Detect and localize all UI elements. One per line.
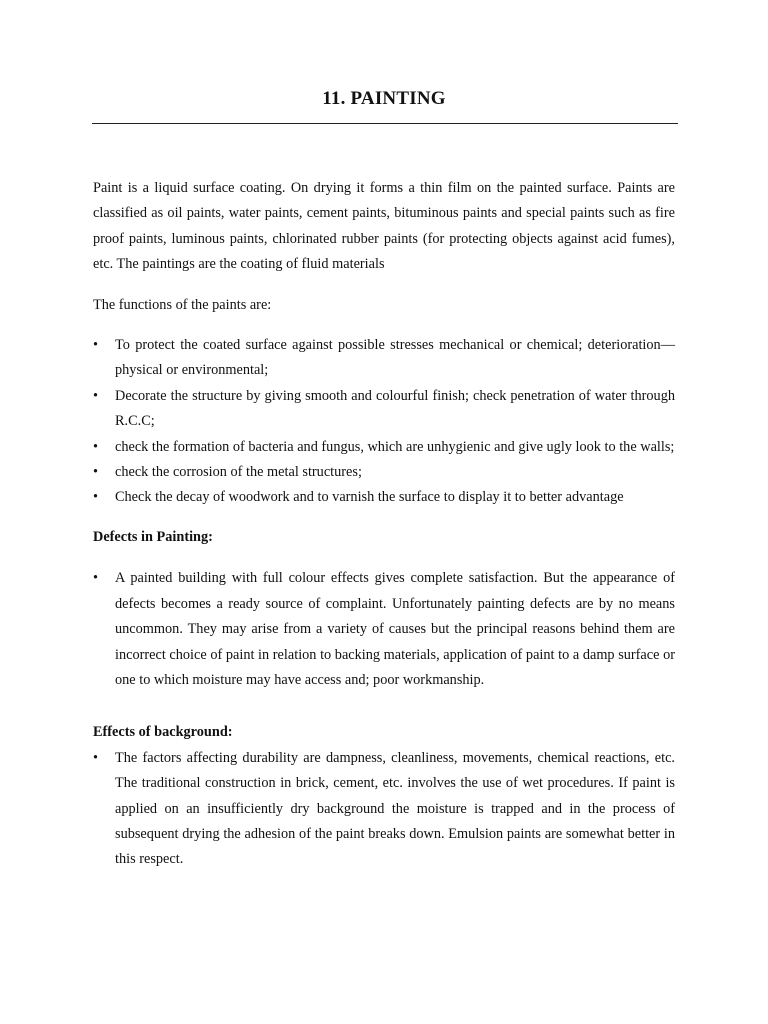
page-title: 11. PAINTING xyxy=(322,88,446,109)
list-item-text: check the formation of bacteria and fungus, which are unhygienic and give ugly look to the walls; xyxy=(115,438,675,455)
list-item-text: Check the decay of woodwork and to varnish the surface to display it to better advantage xyxy=(115,489,624,506)
title-divider xyxy=(92,123,678,124)
bullet-icon: • xyxy=(93,464,99,481)
list-item xyxy=(93,460,675,485)
bullet-icon: • xyxy=(93,489,99,506)
bullet-icon: • xyxy=(93,438,99,455)
list-item-text: Decorate the structure by giving smooth and colourful finish; check penetration of water through R.C.C; xyxy=(115,387,675,430)
defects-list xyxy=(93,566,675,693)
defects-heading: Defects in Painting: xyxy=(93,528,213,545)
bullet-icon: • xyxy=(93,749,99,766)
list-item-text: The factors affecting durability are dampness, cleanliness, movements, chemical reactions, etc. The traditional construction in brick, cement, etc. involves the use of wet procedures. If paint is applied on an insufficiently dry background the moisture is trapped and in the process of subsequent drying the adhesion of the paint breaks down. Emulsion paints are somewhat better in this respect. xyxy=(115,749,675,868)
bullet-icon: • xyxy=(93,570,99,587)
functions-intro: The functions of the paints are: xyxy=(93,296,272,313)
list-item-text: A painted building with full colour effects gives complete satisfaction. But the appearance of defects becomes a ready source of complaint. Unfortunately painting defects are by no means uncommon. They may arise from a variety of causes but the principal reasons behind them are incorrect choice of paint in relation to backing materials, application of paint to a damp surface or one to which moisture may have access and; poor workmanship. xyxy=(115,570,675,688)
document-body xyxy=(93,176,675,873)
list-item xyxy=(93,435,675,460)
functions-list xyxy=(93,333,675,511)
list-item xyxy=(93,746,675,873)
list-item xyxy=(93,485,675,510)
bullet-icon: • xyxy=(93,387,99,404)
list-item xyxy=(93,333,675,384)
intro-paragraph: Paint is a liquid surface coating. On drying it forms a thin film on the painted surface. Paints are classified as oil paints, water paints, cement paints, bituminous paints and special paints such as fire proof paints, luminous paints, chlorinated rubber paints (for protecting objects against acid fumes), etc. The paintings are the coating of fluid materials xyxy=(93,180,675,273)
list-item-text: check the corrosion of the metal structures; xyxy=(115,464,362,481)
list-item-text: To protect the coated surface against possible stresses mechanical or chemical; deterioration—physical or environmental; xyxy=(115,337,675,379)
list-item xyxy=(93,384,675,435)
list-item xyxy=(93,566,675,693)
bullet-icon: • xyxy=(93,337,99,354)
background-list xyxy=(93,746,675,873)
background-heading: Effects of background: xyxy=(93,724,233,741)
